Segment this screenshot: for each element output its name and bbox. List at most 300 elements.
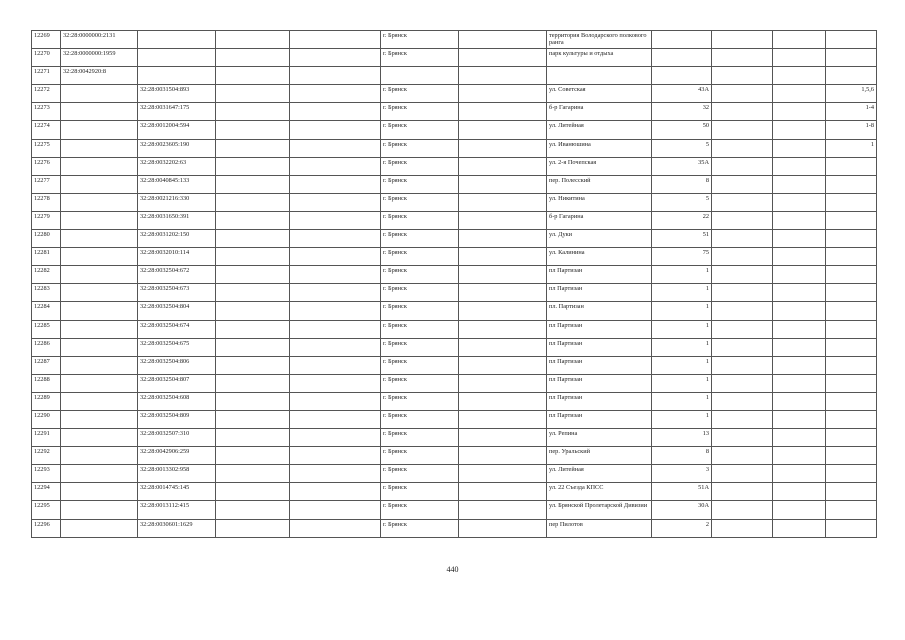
cell-cad-b: 32:28:0042906:259 <box>138 447 216 465</box>
cell-empty <box>459 320 547 338</box>
registry-table <box>31 30 877 538</box>
cell-id: 12282 <box>32 266 61 284</box>
cell-empty <box>773 266 826 284</box>
cell-empty <box>216 302 290 320</box>
cell-empty <box>712 248 773 266</box>
cell-city: г. Брянск <box>381 374 459 392</box>
cell-empty <box>216 465 290 483</box>
cell-empty <box>459 465 547 483</box>
table-row <box>32 483 877 501</box>
cell-empty <box>290 248 381 266</box>
cell-cad-b: 32:28:0014745:145 <box>138 483 216 501</box>
cell-id: 12292 <box>32 447 61 465</box>
cell-cad-a: 32:28:0042920:8 <box>61 67 138 85</box>
cell-empty <box>290 320 381 338</box>
cell-street: пл Партизан <box>547 356 652 374</box>
cell-cad-b: 32:28:0032504:674 <box>138 320 216 338</box>
table-row <box>32 465 877 483</box>
table-row <box>32 374 877 392</box>
cell-flats <box>826 338 877 356</box>
cell-street: ул. Литейная <box>547 465 652 483</box>
table-row <box>32 31 877 49</box>
cell-house <box>652 31 712 49</box>
cell-city: г. Брянск <box>381 103 459 121</box>
cell-street: ул. Литейная <box>547 121 652 139</box>
cell-empty <box>773 501 826 519</box>
cell-empty <box>459 121 547 139</box>
cell-street: ул. Никитина <box>547 193 652 211</box>
cell-house: 1 <box>652 392 712 410</box>
document-sheet <box>31 30 876 538</box>
cell-empty <box>459 447 547 465</box>
cell-city: г. Брянск <box>381 320 459 338</box>
cell-empty <box>712 284 773 302</box>
cell-cad-a <box>61 211 138 229</box>
cell-street: пер. Уральский <box>547 447 652 465</box>
cell-city: г. Брянск <box>381 519 459 537</box>
cell-city: г. Брянск <box>381 410 459 428</box>
cell-empty <box>712 392 773 410</box>
cell-house: 13 <box>652 429 712 447</box>
cell-flats <box>826 429 877 447</box>
cell-cad-a <box>61 139 138 157</box>
cell-flats: 1-8 <box>826 121 877 139</box>
cell-street: пер. Полесский <box>547 175 652 193</box>
cell-empty <box>216 266 290 284</box>
cell-id: 12277 <box>32 175 61 193</box>
cell-cad-a <box>61 392 138 410</box>
cell-empty <box>216 392 290 410</box>
cell-empty <box>216 230 290 248</box>
cell-house: 1 <box>652 356 712 374</box>
cell-city: г. Брянск <box>381 392 459 410</box>
cell-city: г. Брянск <box>381 175 459 193</box>
cell-street: пл. Партизан <box>547 302 652 320</box>
cell-empty <box>216 31 290 49</box>
cell-cad-b: 32:28:0040845:133 <box>138 175 216 193</box>
cell-cad-a <box>61 103 138 121</box>
cell-empty <box>712 193 773 211</box>
cell-flats <box>826 175 877 193</box>
cell-cad-a <box>61 230 138 248</box>
cell-flats <box>826 67 877 85</box>
cell-street: пл Партизан <box>547 392 652 410</box>
table-row <box>32 266 877 284</box>
cell-empty <box>459 31 547 49</box>
cell-empty <box>773 121 826 139</box>
cell-empty <box>459 266 547 284</box>
table-row <box>32 410 877 428</box>
cell-empty <box>216 374 290 392</box>
cell-empty <box>216 67 290 85</box>
cell-empty <box>459 103 547 121</box>
cell-street: ул. 2-я Почепская <box>547 157 652 175</box>
cell-empty <box>290 230 381 248</box>
cell-flats <box>826 302 877 320</box>
cell-id: 12291 <box>32 429 61 447</box>
cell-empty <box>773 67 826 85</box>
cell-empty <box>290 465 381 483</box>
cell-empty <box>773 193 826 211</box>
cell-flats <box>826 248 877 266</box>
cell-empty <box>290 374 381 392</box>
cell-empty <box>712 483 773 501</box>
cell-empty <box>459 139 547 157</box>
cell-street: пл Партизан <box>547 284 652 302</box>
cell-cad-a <box>61 302 138 320</box>
cell-house: 3 <box>652 465 712 483</box>
table-row <box>32 85 877 103</box>
cell-empty <box>216 193 290 211</box>
cell-house: 50 <box>652 121 712 139</box>
cell-empty <box>216 284 290 302</box>
cell-empty <box>773 85 826 103</box>
cell-cad-b: 32:28:0032504:807 <box>138 374 216 392</box>
cell-city: г. Брянск <box>381 157 459 175</box>
cell-empty <box>459 374 547 392</box>
table-row <box>32 519 877 537</box>
cell-empty <box>459 356 547 374</box>
cell-id: 12287 <box>32 356 61 374</box>
cell-flats <box>826 519 877 537</box>
cell-empty <box>290 338 381 356</box>
cell-cad-a <box>61 519 138 537</box>
cell-flats <box>826 465 877 483</box>
cell-cad-b: 32:28:0030601:1629 <box>138 519 216 537</box>
cell-empty <box>290 429 381 447</box>
cell-house: 43А <box>652 85 712 103</box>
cell-city: г. Брянск <box>381 266 459 284</box>
table-row <box>32 338 877 356</box>
cell-cad-a <box>61 338 138 356</box>
table-row <box>32 121 877 139</box>
table-row <box>32 230 877 248</box>
cell-street: пер Пилотов <box>547 519 652 537</box>
cell-street: ул. Брянской Пролетарской Дивизии <box>547 501 652 519</box>
cell-empty <box>712 501 773 519</box>
cell-street: пл Партизан <box>547 374 652 392</box>
cell-id: 12278 <box>32 193 61 211</box>
cell-empty <box>773 338 826 356</box>
cell-empty <box>216 320 290 338</box>
cell-empty <box>773 248 826 266</box>
cell-city: г. Брянск <box>381 447 459 465</box>
cell-empty <box>290 157 381 175</box>
cell-cad-b <box>138 31 216 49</box>
cell-empty <box>712 356 773 374</box>
page-number: 440 <box>446 565 459 574</box>
cell-empty <box>712 31 773 49</box>
cell-cad-a <box>61 248 138 266</box>
cell-id: 12296 <box>32 519 61 537</box>
cell-empty <box>773 211 826 229</box>
cell-cad-a <box>61 501 138 519</box>
cell-empty <box>773 410 826 428</box>
cell-id: 12272 <box>32 85 61 103</box>
cell-empty <box>290 483 381 501</box>
cell-cad-b: 32:28:0031202:150 <box>138 230 216 248</box>
cell-empty <box>290 193 381 211</box>
cell-empty <box>773 356 826 374</box>
cell-id: 12289 <box>32 392 61 410</box>
cell-city: г. Брянск <box>381 230 459 248</box>
cell-empty <box>290 501 381 519</box>
cell-street: территория Володарского полкового ранга <box>547 31 652 49</box>
cell-house: 8 <box>652 447 712 465</box>
cell-empty <box>712 338 773 356</box>
cell-cad-b: 32:28:0031650:391 <box>138 211 216 229</box>
cell-empty <box>712 103 773 121</box>
cell-empty <box>773 302 826 320</box>
cell-flats <box>826 320 877 338</box>
table-row <box>32 103 877 121</box>
cell-empty <box>290 175 381 193</box>
table-row <box>32 302 877 320</box>
cell-empty <box>773 374 826 392</box>
table-row <box>32 211 877 229</box>
cell-empty <box>216 121 290 139</box>
cell-empty <box>216 483 290 501</box>
cell-empty <box>290 356 381 374</box>
cell-empty <box>290 31 381 49</box>
cell-city: г. Брянск <box>381 465 459 483</box>
cell-id: 12290 <box>32 410 61 428</box>
table-row <box>32 356 877 374</box>
cell-empty <box>290 302 381 320</box>
cell-empty <box>773 139 826 157</box>
cell-empty <box>459 501 547 519</box>
table-row <box>32 320 877 338</box>
cell-cad-b: 32:28:0013302:958 <box>138 465 216 483</box>
cell-flats <box>826 230 877 248</box>
cell-house: 5 <box>652 193 712 211</box>
cell-empty <box>712 85 773 103</box>
cell-empty <box>459 284 547 302</box>
cell-empty <box>216 338 290 356</box>
cell-empty <box>216 85 290 103</box>
cell-empty <box>773 103 826 121</box>
cell-house: 1 <box>652 338 712 356</box>
cell-empty <box>216 248 290 266</box>
cell-empty <box>773 31 826 49</box>
cell-house: 35А <box>652 157 712 175</box>
cell-house: 51 <box>652 230 712 248</box>
cell-cad-a <box>61 266 138 284</box>
cell-empty <box>773 284 826 302</box>
cell-empty <box>216 429 290 447</box>
cell-city: г. Брянск <box>381 121 459 139</box>
cell-city: г. Брянск <box>381 85 459 103</box>
cell-empty <box>216 157 290 175</box>
cell-empty <box>290 266 381 284</box>
cell-cad-b: 32:28:0032504:804 <box>138 302 216 320</box>
cell-empty <box>459 483 547 501</box>
cell-empty <box>712 447 773 465</box>
cell-id: 12284 <box>32 302 61 320</box>
cell-city: г. Брянск <box>381 211 459 229</box>
cell-street: пл Партизан <box>547 338 652 356</box>
cell-house: 1 <box>652 302 712 320</box>
cell-flats <box>826 356 877 374</box>
cell-empty <box>290 85 381 103</box>
cell-empty <box>290 211 381 229</box>
cell-empty <box>290 103 381 121</box>
table-row <box>32 429 877 447</box>
cell-cad-a <box>61 374 138 392</box>
cell-street: ул. Калинина <box>547 248 652 266</box>
cell-cad-a <box>61 175 138 193</box>
cell-empty <box>290 49 381 67</box>
cell-street: ул. Дуки <box>547 230 652 248</box>
cell-empty <box>459 67 547 85</box>
cell-empty <box>712 465 773 483</box>
cell-empty <box>459 410 547 428</box>
cell-street: б-р Гагарина <box>547 211 652 229</box>
cell-empty <box>712 230 773 248</box>
cell-empty <box>290 519 381 537</box>
cell-id: 12276 <box>32 157 61 175</box>
cell-flats <box>826 193 877 211</box>
table-row <box>32 284 877 302</box>
cell-cad-a <box>61 356 138 374</box>
cell-id: 12281 <box>32 248 61 266</box>
cell-empty <box>459 519 547 537</box>
cell-id: 12283 <box>32 284 61 302</box>
cell-id: 12285 <box>32 320 61 338</box>
cell-empty <box>290 284 381 302</box>
cell-cad-a <box>61 320 138 338</box>
cell-id: 12293 <box>32 465 61 483</box>
cell-cad-a <box>61 85 138 103</box>
cell-city: г. Брянск <box>381 284 459 302</box>
cell-cad-a <box>61 483 138 501</box>
cell-city: г. Брянск <box>381 338 459 356</box>
table-row <box>32 139 877 157</box>
cell-flats <box>826 483 877 501</box>
cell-cad-a <box>61 193 138 211</box>
cell-empty <box>712 157 773 175</box>
cell-city: г. Брянск <box>381 501 459 519</box>
cell-empty <box>773 175 826 193</box>
cell-id: 12294 <box>32 483 61 501</box>
cell-id: 12271 <box>32 67 61 85</box>
cell-street: ул. Советская <box>547 85 652 103</box>
cell-id: 12269 <box>32 31 61 49</box>
cell-id: 12270 <box>32 49 61 67</box>
cell-empty <box>216 356 290 374</box>
cell-empty <box>773 49 826 67</box>
cell-flats <box>826 392 877 410</box>
cell-flats <box>826 410 877 428</box>
cell-cad-b: 32:28:0023605:190 <box>138 139 216 157</box>
cell-street: пл Партизан <box>547 410 652 428</box>
cell-house: 8 <box>652 175 712 193</box>
cell-empty <box>216 410 290 428</box>
cell-flats <box>826 266 877 284</box>
table-row <box>32 392 877 410</box>
cell-cad-b: 32:28:0032202:63 <box>138 157 216 175</box>
table-row <box>32 157 877 175</box>
cell-house: 22 <box>652 211 712 229</box>
cell-empty <box>216 211 290 229</box>
cell-street: пл Партизан <box>547 266 652 284</box>
cell-cad-b: 32:28:0031504:893 <box>138 85 216 103</box>
cell-house <box>652 49 712 67</box>
cell-empty <box>712 302 773 320</box>
cell-cad-b: 32:28:0032504:675 <box>138 338 216 356</box>
cell-id: 12279 <box>32 211 61 229</box>
cell-cad-a <box>61 121 138 139</box>
cell-empty <box>712 410 773 428</box>
cell-empty <box>773 465 826 483</box>
cell-empty <box>459 248 547 266</box>
cell-empty <box>216 49 290 67</box>
table-row <box>32 49 877 67</box>
cell-empty <box>459 230 547 248</box>
table-body <box>32 31 877 538</box>
cell-empty <box>459 157 547 175</box>
cell-house: 5 <box>652 139 712 157</box>
cell-house: 1 <box>652 320 712 338</box>
cell-empty <box>773 230 826 248</box>
cell-empty <box>773 157 826 175</box>
cell-street: ул. 22 Съезда КПСС <box>547 483 652 501</box>
cell-empty <box>216 519 290 537</box>
cell-empty <box>290 139 381 157</box>
cell-flats <box>826 157 877 175</box>
table-row <box>32 67 877 85</box>
cell-city: г. Брянск <box>381 248 459 266</box>
cell-cad-b: 32:28:0032504:608 <box>138 392 216 410</box>
cell-empty <box>216 103 290 121</box>
cell-empty <box>290 410 381 428</box>
cell-id: 12274 <box>32 121 61 139</box>
cell-empty <box>216 175 290 193</box>
cell-empty <box>216 139 290 157</box>
cell-empty <box>459 49 547 67</box>
cell-empty <box>290 121 381 139</box>
cell-empty <box>712 49 773 67</box>
cell-cad-b: 32:28:0032010:114 <box>138 248 216 266</box>
cell-cad-b: 32:28:0031647:175 <box>138 103 216 121</box>
cell-house: 1 <box>652 266 712 284</box>
cell-empty <box>712 175 773 193</box>
cell-empty <box>712 211 773 229</box>
cell-flats: 1,5,6 <box>826 85 877 103</box>
cell-cad-b: 32:28:0021216:330 <box>138 193 216 211</box>
cell-cad-b <box>138 67 216 85</box>
cell-empty <box>712 320 773 338</box>
cell-empty <box>773 519 826 537</box>
cell-flats <box>826 447 877 465</box>
cell-house: 1 <box>652 374 712 392</box>
cell-street: ул. Репина <box>547 429 652 447</box>
cell-cad-b: 32:28:0012004:594 <box>138 121 216 139</box>
cell-city: г. Брянск <box>381 31 459 49</box>
cell-empty <box>712 121 773 139</box>
cell-empty <box>712 374 773 392</box>
cell-cad-a <box>61 429 138 447</box>
cell-cad-b <box>138 49 216 67</box>
cell-id: 12288 <box>32 374 61 392</box>
cell-flats: 1 <box>826 139 877 157</box>
cell-id: 12280 <box>32 230 61 248</box>
cell-empty <box>712 67 773 85</box>
table-row <box>32 248 877 266</box>
cell-city: г. Брянск <box>381 193 459 211</box>
cell-city: г. Брянск <box>381 483 459 501</box>
cell-empty <box>216 447 290 465</box>
